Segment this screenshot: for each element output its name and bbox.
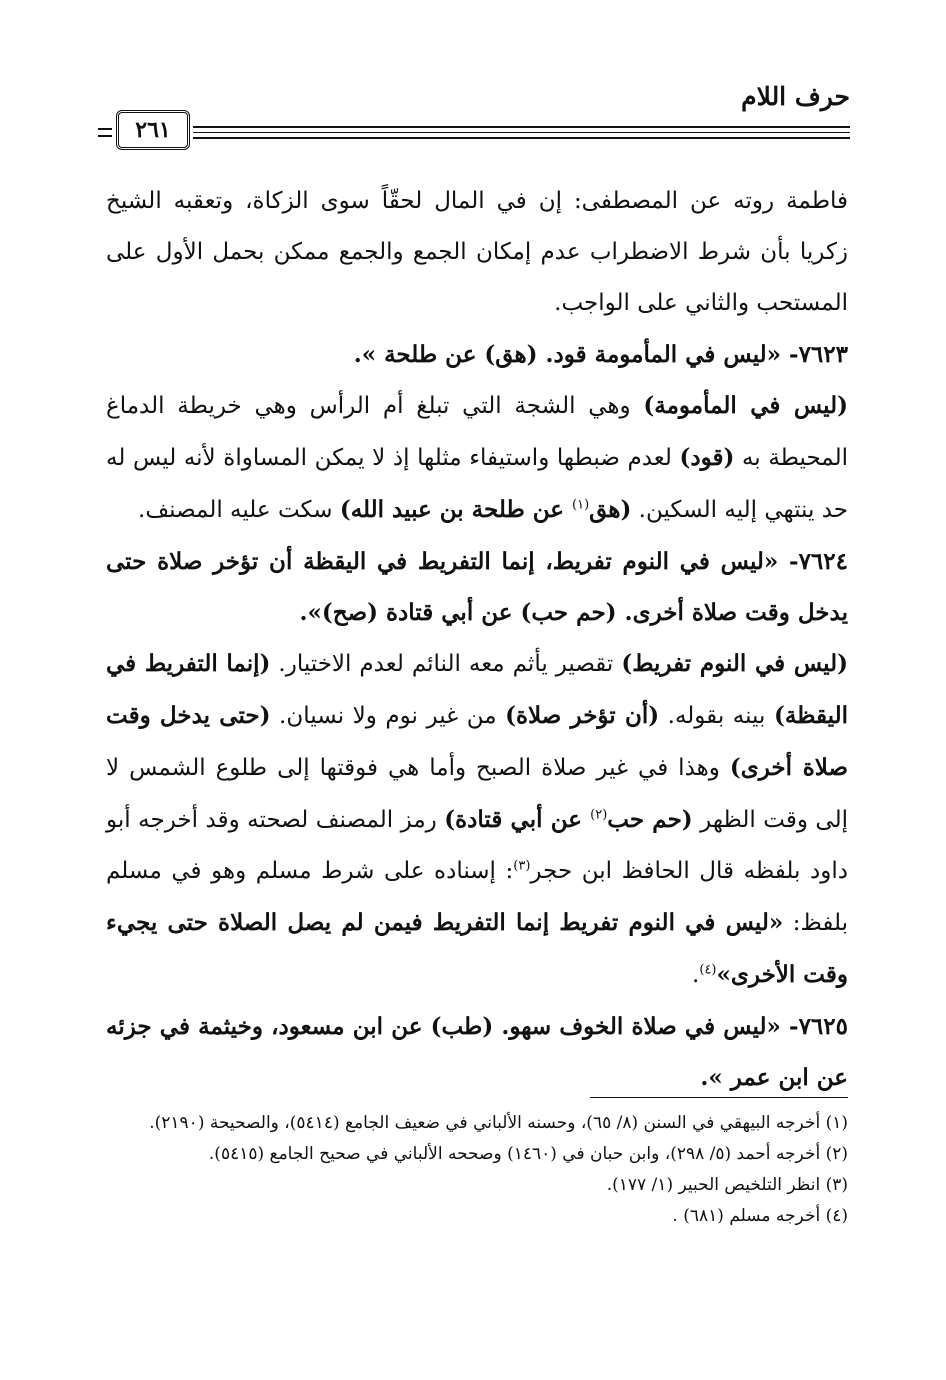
header-rule	[98, 117, 850, 146]
paragraph-continuation: فاطمة روته عن المصطفى: إن في المال لحقّاً سوى الزكاة، وتعقبه الشيخ زكريا بأن شرط الاضطراب عدم إمكان الجمع والجمع ممكن بحمل الأول على المستحب والثاني على الواجب.	[106, 188, 848, 316]
page-header	[98, 78, 850, 148]
header-rule-left-top	[98, 128, 112, 130]
footnote-1: (١) أخرجه البيهقي في السنن (٨/ ٦٥)، وحسنه الألباني في ضعيف الجامع (٥٤١٤)، والصحيحة (٢١٩٠).	[149, 1113, 848, 1133]
hadith-7623: ٧٦٢٣- «ليس في المأمومة قود. (هق) عن طلحة ».	[353, 341, 848, 368]
bold-span: (حتى يدخل وقت صلاة أخرى)	[106, 702, 848, 781]
footnote-3: (٣) انظر التلخيص الحبير (١/ ١٧٧).	[606, 1175, 848, 1195]
bold-span: عن طلحة بن عبيد الله)	[339, 496, 573, 523]
bold-span: (هق	[589, 496, 632, 523]
bold-span: (ليس في المأمومة)	[643, 392, 848, 419]
running-title: حرف اللام	[741, 82, 850, 111]
bold-span: (قود)	[679, 444, 735, 471]
footnote-ref-2: (٢)	[590, 807, 608, 823]
footnote-ref-4: (٤)	[699, 962, 717, 978]
bold-span: (إنما التفريط في اليقظة)	[106, 650, 848, 729]
bold-span: «ليس في النوم تفريط إنما التفريط فيمن لم يصل الصلاة حتى يجيء وقت الأخرى»	[106, 909, 848, 988]
header-rule-left-bottom	[98, 135, 112, 137]
footnotes	[106, 1108, 848, 1232]
commentary-7624	[106, 638, 848, 1001]
text-span: رمز المصنف لصحته وقد أخرجه أبو داود بلفظه قال الحافظ ابن حجر	[106, 807, 849, 884]
hadith-7624: ٧٦٢٤- «ليس في النوم تفريط، إنما التفريط في اليقظة أن تؤخر صلاة حتى يدخل وقت صلاة أخرى. (حم حب) عن أبي قتادة (صح)».	[106, 548, 848, 626]
hadith-7625: ٧٦٢٥- «ليس في صلاة الخوف سهو. (طب) عن ابن مسعود، وخيثمة في جزئه عن ابن عمر ».	[106, 1013, 848, 1091]
page-number: ٢٦١	[135, 117, 171, 143]
text-span: : إسناده على شرط مسلم وهو في مسلم بلفظ:	[106, 858, 848, 936]
text-span: لعدم ضبطها واستيفاء مثلها إذ لا يمكن المساواة لأنه ليس له حد ينتهي إليه السكين.	[106, 445, 848, 523]
footnote-4: (٤) أخرجه مسلم (٦٨١) .	[672, 1206, 848, 1226]
bold-span: (حم حب	[607, 806, 693, 833]
bold-span: (أن تؤخر صلاة)	[505, 702, 660, 729]
text-span: من غير نوم ولا نسيان.	[270, 703, 506, 729]
text-span: وهذا في غير صلاة الصبح وأما هي فوقتها إلى طلوع الشمس لا إلى وقت الظهر	[106, 755, 848, 833]
footnote-ref-1: (١)	[572, 497, 590, 513]
footnote-2: (٢) أخرجه أحمد (٥/ ٢٩٨)، وابن حبان في (١٤٦٠) وصححه الألباني في صحيح الجامع (٥٤١٥).	[208, 1144, 848, 1164]
text-span: .	[692, 962, 700, 988]
header-rule-line-3	[193, 137, 850, 139]
header-rule-line-2	[193, 132, 850, 133]
footnote-separator	[590, 1097, 848, 1098]
text-span: وهي الشجة التي تبلغ أم الرأس وهي خريطة الدماغ المحيطة به	[106, 393, 848, 471]
commentary-7623	[106, 380, 848, 536]
footnote-ref-3: (٣)	[513, 858, 531, 874]
text-span: تقصير يأثم معه النائم لعدم الاختيار.	[270, 651, 622, 677]
bold-span: (ليس في النوم تفريط)	[621, 650, 848, 677]
bold-span: عن أبي قتادة)	[444, 806, 591, 833]
text-span: بينه بقوله.	[659, 703, 774, 729]
page-number-box	[116, 110, 190, 150]
text-span: سكت عليه المصنف.	[138, 497, 340, 523]
header-rule-line-1	[193, 126, 850, 128]
main-text	[106, 176, 848, 1103]
